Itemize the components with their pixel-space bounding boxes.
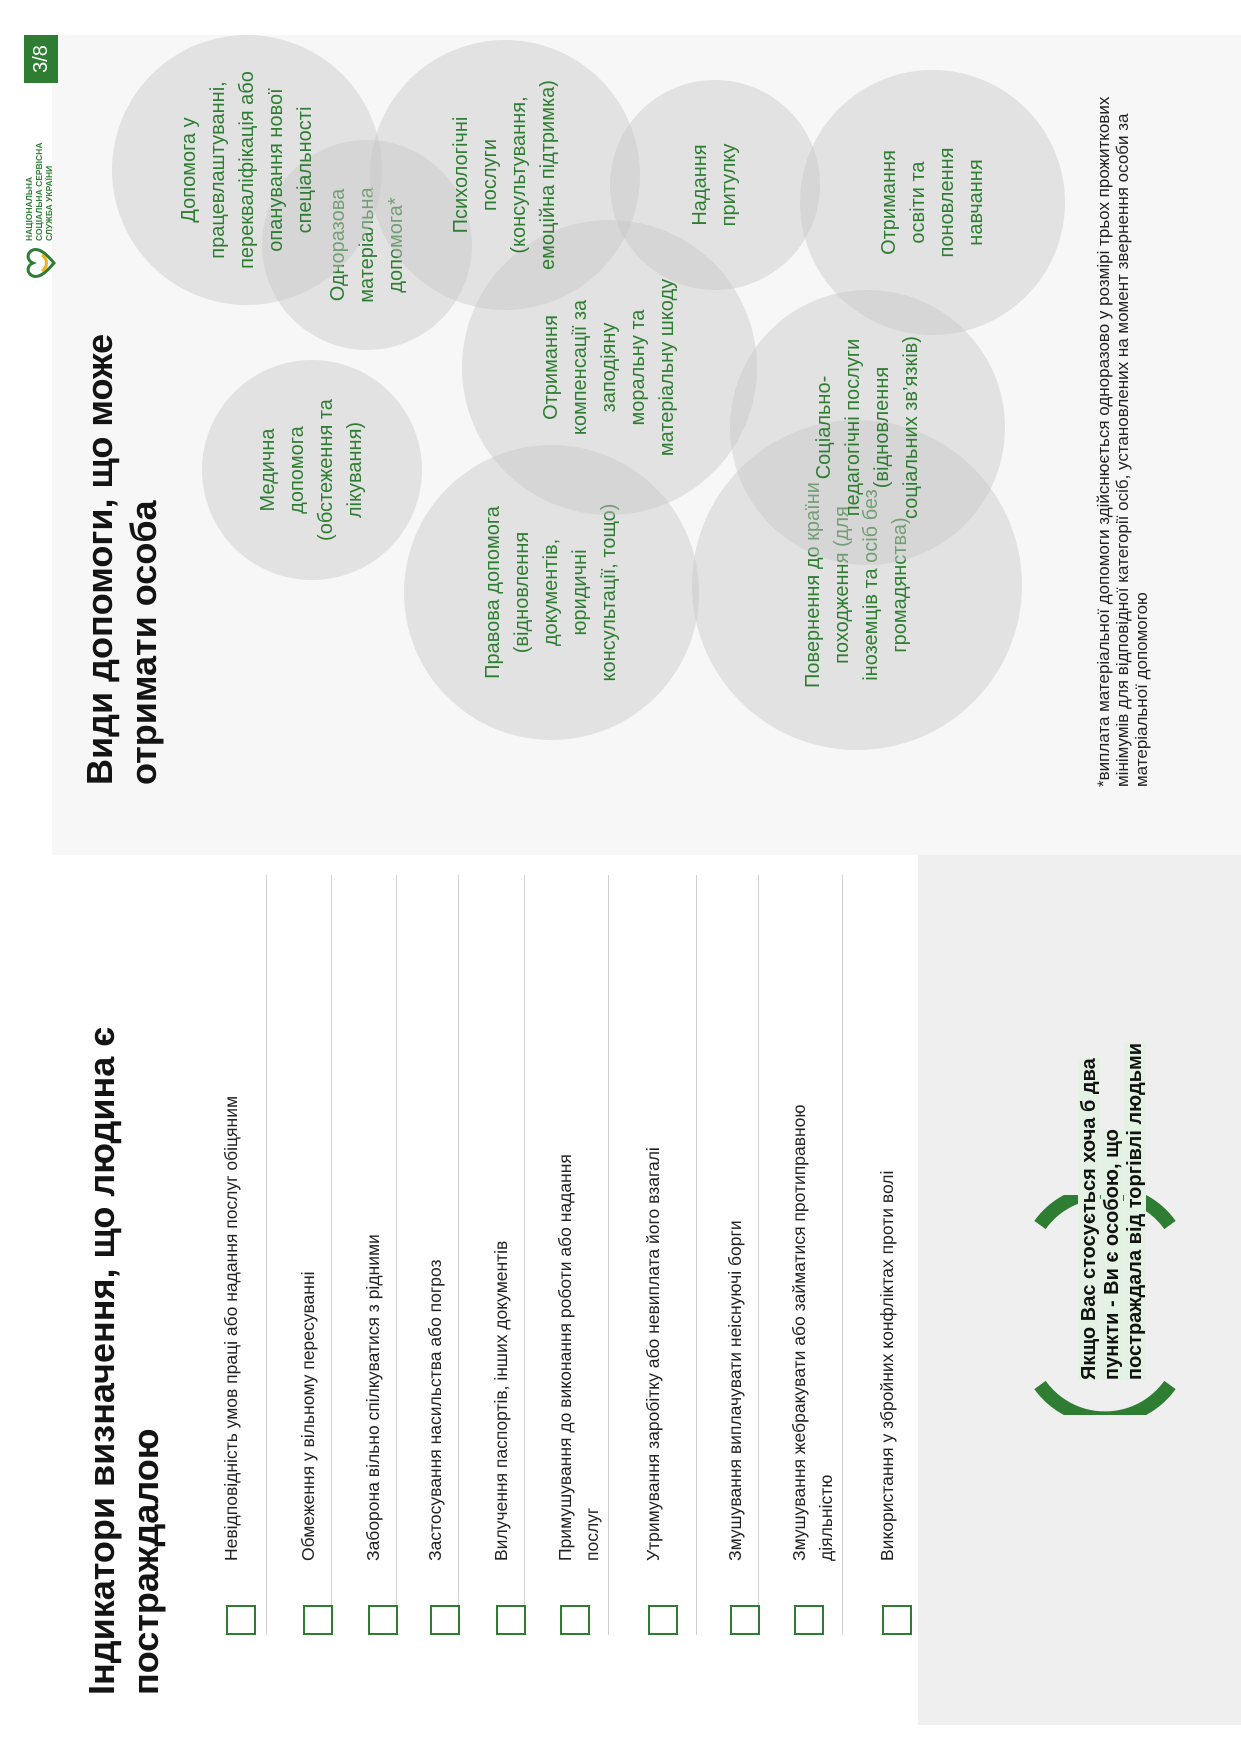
indicator-item[interactable]	[363, 875, 397, 1635]
help-title: Види допомоги, що може отримати особа	[79, 333, 164, 785]
help-item: Отримання компенсації за заподіяну моральну та матеріальну шкоду	[462, 220, 757, 515]
indicator-label: Вилучення паспортів, інших документів	[491, 1240, 511, 1561]
indicator-item[interactable]	[425, 875, 459, 1635]
indicators-title: Індикатори визначення, що людина є постраждалою	[81, 1026, 166, 1695]
indicator-label: Заборона вільно спілкуватися з рідними	[363, 1234, 383, 1561]
indicator-item[interactable]	[789, 875, 843, 1635]
indicator-item[interactable]	[555, 875, 609, 1635]
help-item: Психологічні послуги (консультування, емоційна підтримка)	[370, 40, 640, 310]
cta-text: Якщо Вас стосується хоча б два пункти - Ви є особою, що постраждала від торгівлі людьми	[1078, 1042, 1146, 1380]
help-item: Повернення до країни походження (для іноземців та осіб без громадянства)	[692, 420, 1022, 750]
indicator-label: Використання у збройних конфліктах проти волі	[877, 1170, 897, 1561]
indicator-item[interactable]	[491, 875, 525, 1635]
indicator-item[interactable]	[725, 875, 759, 1635]
page-indicator: 3/8	[24, 35, 58, 83]
logo-text: НАЦІОНАЛЬНА СОЦІАЛЬНА СЕРВІСНА СЛУЖБА УКРАЇНИ	[24, 142, 54, 241]
indicator-checkbox[interactable]	[430, 1605, 460, 1635]
indicator-label: Примушування до виконання роботи або надання послуг	[555, 1154, 602, 1561]
heart-hands-icon	[22, 245, 58, 281]
indicator-item[interactable]	[298, 875, 332, 1635]
indicator-label: Невідповідність умов праці або надання послуг обіцяним	[221, 1096, 241, 1561]
indicator-checkbox[interactable]	[882, 1605, 912, 1635]
indicator-label: Обмеження у вільному пересуванні	[298, 1271, 318, 1561]
help-item: Допомога у працевлаштуванні, перекваліфікація або опанування нової спеціальності	[112, 35, 382, 305]
indicator-item[interactable]	[643, 875, 697, 1635]
help-item: Одноразова матеріальна допомога*	[262, 140, 472, 350]
indicator-checkbox[interactable]	[496, 1605, 526, 1635]
indicator-checkbox[interactable]	[368, 1605, 398, 1635]
help-item: Соціально-педагогічні послуги (відновлення соціальних зв’язків)	[730, 290, 1005, 565]
indicator-checkbox[interactable]	[648, 1605, 678, 1635]
indicator-checkbox[interactable]	[303, 1605, 333, 1635]
indicator-checkbox[interactable]	[794, 1605, 824, 1635]
indicator-item[interactable]	[221, 875, 267, 1635]
indicator-checkbox[interactable]	[730, 1605, 760, 1635]
indicator-checkbox[interactable]	[560, 1605, 590, 1635]
help-item: Правова допомога (відновлення документів, юридичні консультації, тощо)	[404, 445, 699, 740]
indicator-label: Змушування виплачувати неіснуючі борги	[725, 1220, 745, 1561]
footnote: *виплата матеріальної допомоги здійснюється одноразово у розмірі трьох прожиткових мінімумів для відповідної категорії осіб, установлених на момент звернення особи за матеріальної допомогою	[1094, 96, 1151, 787]
indicator-label: Утримування заробітку або невиплата його взагалі	[643, 1147, 663, 1561]
indicator-label: Змушування жебракувати або займатися протиправною діяльністю	[789, 1104, 836, 1561]
indicator-item[interactable]	[877, 875, 930, 1635]
help-item: Отримання освіти та поновлення навчання	[800, 70, 1065, 335]
help-item: Медична допомога (обстеження та лікування)	[202, 360, 422, 580]
help-item: Надання притулку	[610, 80, 820, 290]
indicator-label: Застосування насильства або погроз	[425, 1259, 445, 1561]
indicator-checkbox[interactable]	[226, 1605, 256, 1635]
